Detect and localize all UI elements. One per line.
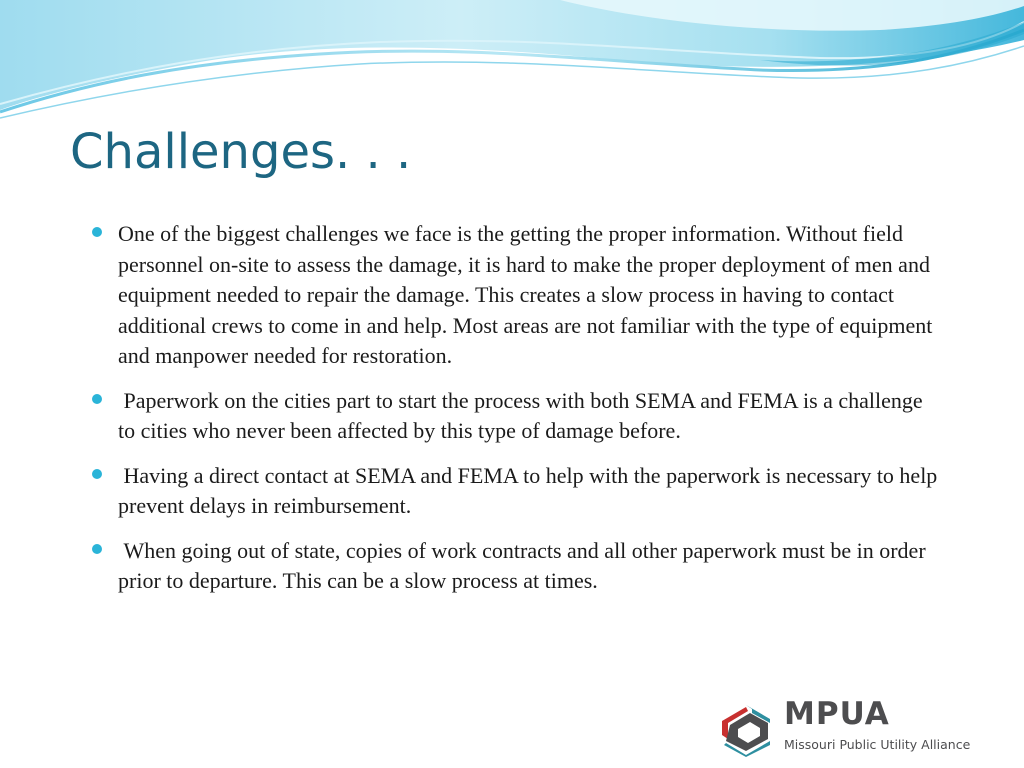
list-item [90,536,942,597]
mpua-logo-icon [718,701,774,757]
slide-title: Challenges. . . [70,124,412,180]
logo-subtitle: Missouri Public Utility Alliance [784,737,971,752]
bullet-text: Having a direct contact at SEMA and FEMA to help with the paperwork is necessary to help prevent delays in reimbursement. [118,462,943,518]
logo-title: MPUA [784,696,890,732]
bullet-text: When going out of state, copies of work contracts and all other paperwork must be in order prior to departure. This can be a slow process at times. [118,537,932,593]
bullet-dot-icon [92,227,102,237]
bullet-list [90,219,942,611]
bullet-text: Paperwork on the cities part to start the process with both SEMA and FEMA is a challenge to cities who never been affected by this type of damage before. [118,387,929,443]
wave-header-decoration [0,0,1024,125]
bullet-dot-icon [92,469,102,479]
bullet-text: One of the biggest challenges we face is the getting the proper information. Without field personnel on-site to assess the damage, it is hard to make the proper deployment of men and equipment needed to repair the damage. This creates a slow process in having to contact additional crews to come in and help. Most areas are not familiar with the type of equipment and manpower needed for restoration. [118,221,933,368]
bullet-dot-icon [92,394,102,404]
list-item [90,461,942,522]
list-item [90,386,942,447]
list-item [90,219,942,372]
mpua-logo [708,689,1002,767]
bullet-dot-icon [92,544,102,554]
